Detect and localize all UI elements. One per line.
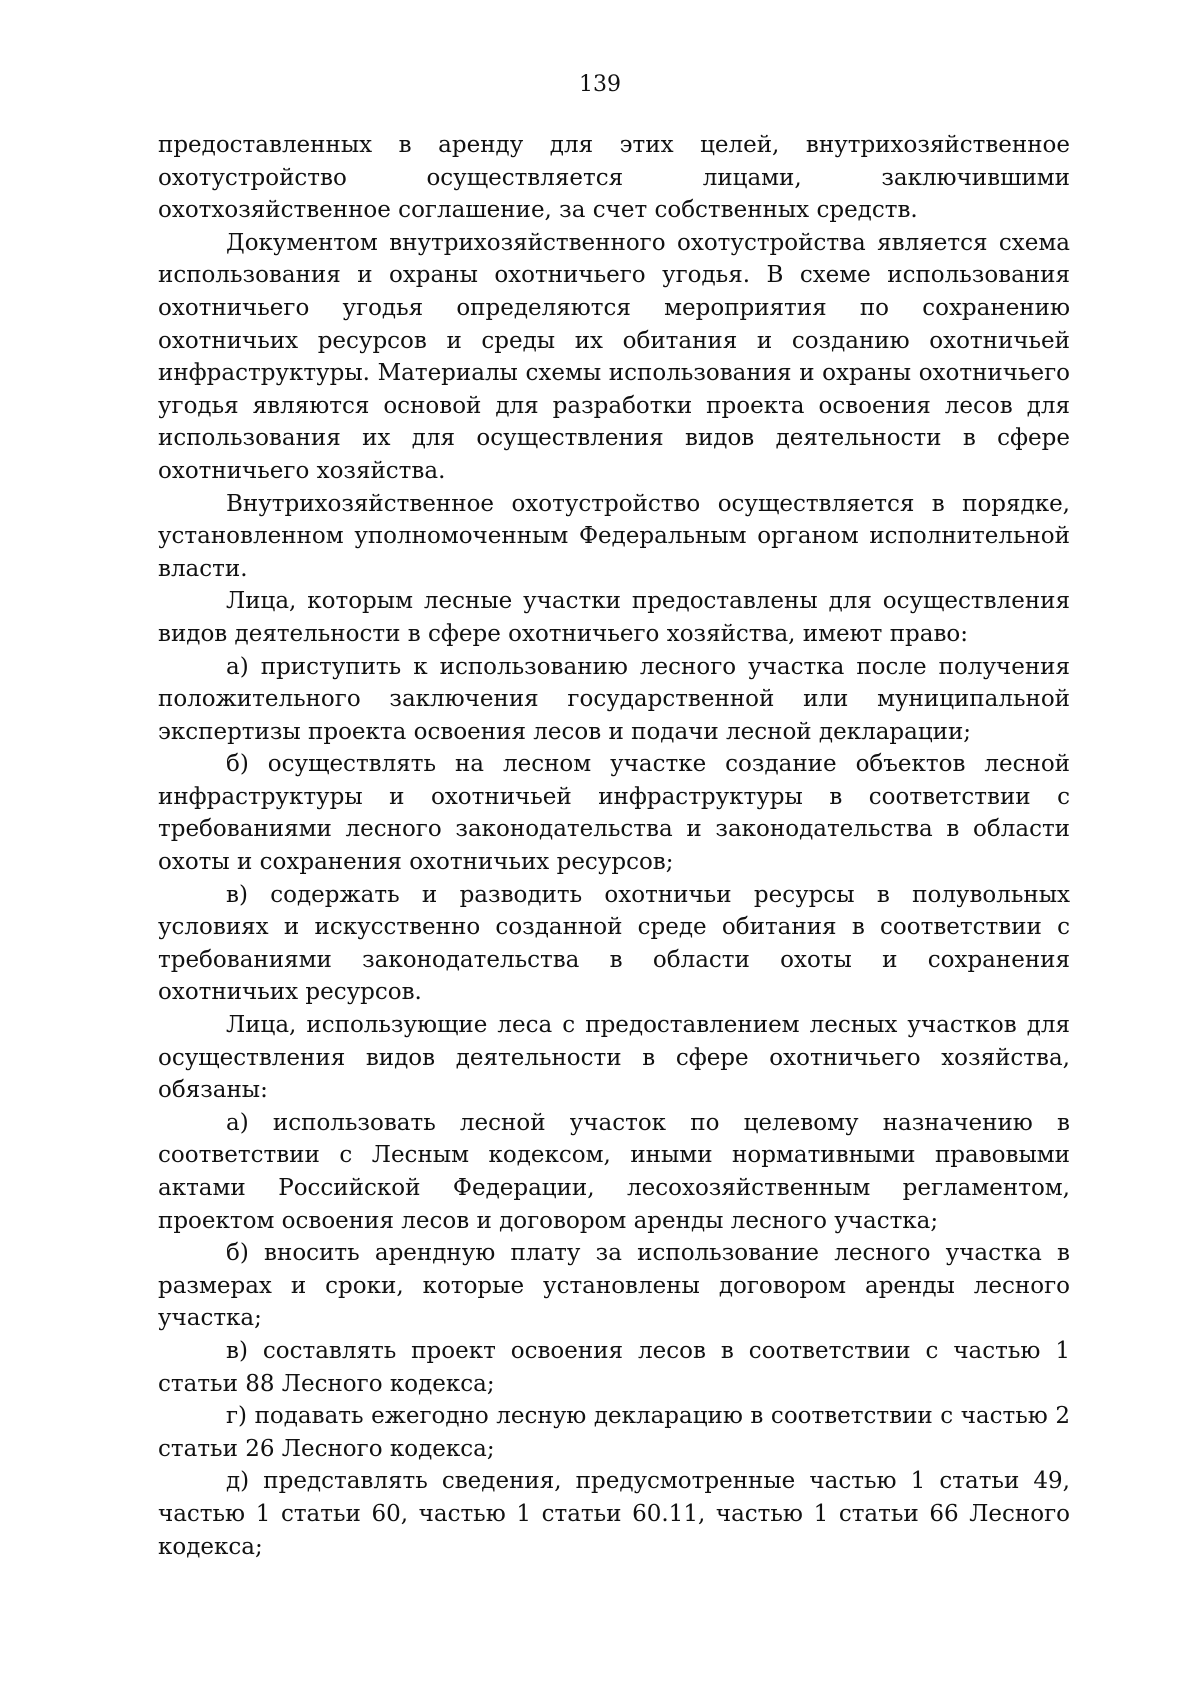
- list-item: б) осуществлять на лесном участке создание объектов лесной инфраструктуры и охотничьей инфраструктуры в соответствии с требованиями лесного законодательства и законодательства в области охоты и сохранения охотничьих ресурсов;: [158, 751, 1070, 876]
- list-item: г) подавать ежегодно лесную декларацию в соответствии с частью 2 статьи 26 Лесного кодекса;: [158, 1403, 1070, 1462]
- list-item: б) вносить арендную плату за использование лесного участка в размерах и сроки, которые установлены договором аренды лесного участка;: [158, 1240, 1070, 1332]
- paragraph: Документом внутрихозяйственного охотустройства является схема использования и охраны охотничьего угодья. В схеме использования охотничьего угодья определяются мероприятия по сохранению охотничьих ресурсов и среды их обитания и созданию охотничьей инфраструктуры. Материалы схемы использования и охраны охотничьего угодья являются основой для разработки проекта освоения лесов для использования их для осуществления видов деятельности в сфере охотничьего хозяйства.: [158, 229, 1070, 484]
- list-item: д) представлять сведения, предусмотренные частью 1 статьи 49, частью 1 статьи 60, частью 1 статьи 60.11, частью 1 статьи 66 Лесного кодекса;: [158, 1468, 1070, 1560]
- list-item: а) использовать лесной участок по целевому назначению в соответствии с Лесным кодексом, иными нормативными правовыми актами Российской Федерации, лесохозяйственным регламентом, проектом освоения лесов и договором аренды лесного участка;: [158, 1109, 1070, 1234]
- list-item: в) составлять проект освоения лесов в соответствии с частью 1 статьи 88 Лесного кодекса;: [158, 1337, 1070, 1397]
- page-number: 139: [579, 72, 621, 97]
- paragraph: Лица, которым лесные участки предоставлены для осуществления видов деятельности в сфере охотничьего хозяйства, имеют право:: [158, 588, 1070, 647]
- paragraph: Внутрихозяйственное охотустройство осуществляется в порядке, установленном уполномоченным Федеральным органом исполнительной власти.: [158, 490, 1070, 582]
- paragraph: Лица, использующие леса с предоставлением лесных участков для осуществления видов деятельности в сфере охотничьего хозяйства, обязаны:: [158, 1012, 1070, 1104]
- list-item: в) содержать и разводить охотничьи ресурсы в полувольных условиях и искусственно созданной среде обитания в соответствии с требованиями законодательства в области охоты и сохранения охотничьих ресурсов.: [158, 881, 1070, 1006]
- paragraph: предоставленных в аренду для этих целей, внутрихозяйственное охотустройство осуществляется лицами, заключившими охотхозяйственное соглашение, за счет собственных средств.: [158, 132, 1070, 224]
- list-item: а) приступить к использованию лесного участка после получения положительного заключения государственной или муниципальной экспертизы проекта освоения лесов и подачи лесной декларации;: [158, 653, 1070, 745]
- document-body: [158, 129, 1070, 1563]
